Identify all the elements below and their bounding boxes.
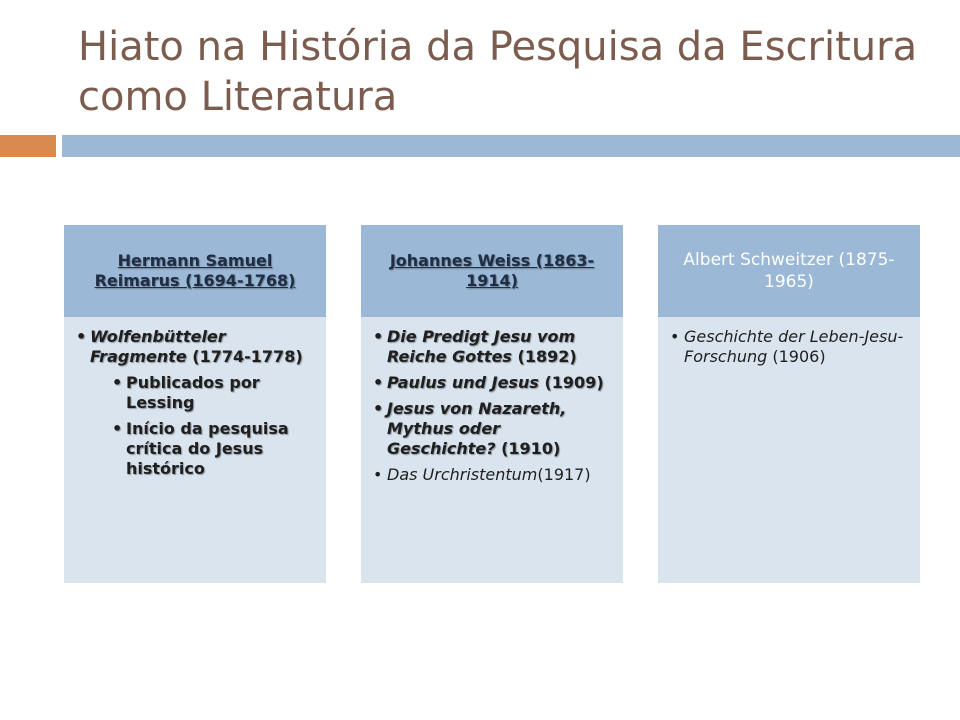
work-title: Geschichte der Leben-Jesu-Forschung <box>684 327 904 366</box>
card-header <box>658 225 920 317</box>
work-year: (1774-1778) <box>186 347 303 366</box>
card-header <box>361 225 623 317</box>
work-year: (1917) <box>537 465 591 484</box>
card-weiss <box>361 225 623 583</box>
list-item <box>373 399 607 459</box>
title-divider-bar <box>62 135 960 157</box>
work-title: Das Urchristentum <box>387 465 538 484</box>
work-title: Jesus von Nazareth, Mythus oder Geschichte? <box>387 399 567 458</box>
work-year: (1906) <box>767 347 826 366</box>
work-year: (1892) <box>511 347 577 366</box>
card-reimarus <box>64 225 326 583</box>
work-title: Wolfenbütteler Fragmente <box>90 327 226 366</box>
card-body <box>361 317 623 583</box>
card-schweitzer <box>658 225 920 583</box>
work-title: Die Predigt Jesu vom Reiche Gottes <box>387 327 576 366</box>
work-year: (1909) <box>538 373 604 392</box>
slide-title: Hiato na História da Pesquisa da Escritura como Literatura <box>78 24 918 120</box>
card-header-text: Hermann Samuel Reimarus (1694-1768) <box>94 251 296 290</box>
list-item <box>76 327 310 479</box>
sub-list-item: • Início da pesquisa crítica do Jesus histórico <box>112 419 310 479</box>
card-header <box>64 225 326 317</box>
work-title: Paulus und Jesus <box>387 373 539 392</box>
list-item <box>373 327 607 367</box>
list-item <box>670 327 904 367</box>
card-body <box>658 317 920 583</box>
list-item <box>373 465 607 485</box>
title-accent-bar <box>0 135 56 157</box>
sub-list-item: • Publicados por Lessing <box>112 373 310 413</box>
card-body <box>64 317 326 583</box>
list-item <box>373 373 607 393</box>
card-header-text: Albert Schweitzer (1875-1965) <box>683 250 895 292</box>
card-header-text: Johannes Weiss (1863-1914) <box>389 251 595 290</box>
work-year: (1910) <box>495 439 561 458</box>
